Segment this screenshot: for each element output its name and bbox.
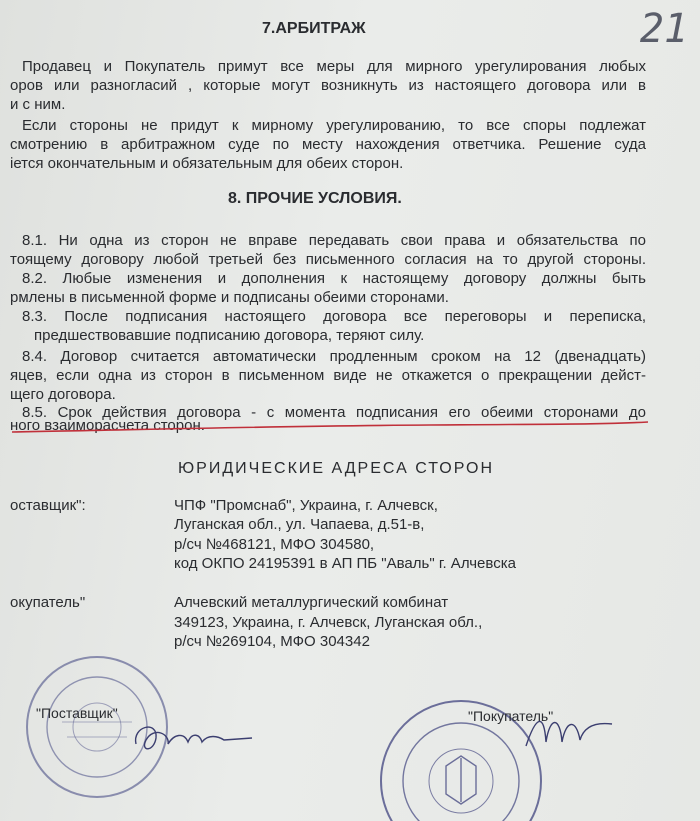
s7-line-4: Если стороны не придут к мирному урегулированию, то все споры подлежат [22, 117, 646, 134]
s7-line-5: смотрению в арбитражном суде по месту нахождения ответчика. Решение суда [10, 136, 646, 153]
buyer-line-2: 349123, Украина, г. Алчевск, Луганская обл., [174, 614, 483, 631]
buyer-line-3: р/сч №269104, МФО 304342 [174, 633, 370, 650]
buyer-signature [520, 706, 620, 756]
supplier-signature-label: "Поставщик" [36, 705, 118, 721]
s8-line-9: щего договора. [10, 386, 116, 403]
s8-line-11: ного взаиморасчета сторон. [10, 417, 205, 434]
buyer-signature-label: "Покупатель" [468, 708, 554, 724]
s8-line-10: 8.5. Срок действия договора - с момента подписания его обеими сторонами до [22, 404, 646, 421]
supplier-label: оставщик": [10, 497, 86, 514]
supplier-line-3: р/сч №468121, МФО 304580, [174, 536, 375, 553]
red-underline-mark [10, 420, 650, 434]
addresses-title: ЮРИДИЧЕСКИЕ АДРЕСА СТОРОН [178, 460, 495, 477]
handwritten-page-number: 21 [639, 6, 688, 52]
s8-line-5: 8.3. После подписания настоящего договора все переговоры и переписка, [22, 308, 646, 325]
s8-line-1: 8.1. Ни одна из сторон не вправе передавать свои права и обязательства по [22, 232, 646, 249]
supplier-line-2: Луганская обл., ул. Чапаева, д.51-в, [174, 516, 425, 533]
supplier-signature [128, 712, 258, 762]
s8-line-8: яцев, если одна из сторон в письменном виде не откажется о прекращении дейст- [10, 367, 646, 384]
s7-line-3: и с ним. [10, 96, 66, 113]
s7-line-2: оров или разногласий , которые могут возникнуть из настоящего договора или в [10, 77, 646, 94]
s8-line-7: 8.4. Договор считается автоматически продленным сроком на 12 (двенадцать) [22, 348, 646, 365]
s7-line-1: Продавец и Покупатель примут все меры для мирного урегулирования любых [22, 58, 646, 75]
s8-line-6: предшествовавшие подписанию договора, теряют силу. [34, 327, 425, 344]
buyer-label: окупатель" [10, 594, 86, 611]
section8-title: 8. ПРОЧИЕ УСЛОВИЯ. [228, 190, 402, 207]
s8-line-2: тоящему договору любой третьей без письменного согласия на то другой стороны. [10, 251, 646, 268]
supplier-line-4: код ОКПО 24195391 в АП ПБ "Аваль" г. Алчевска [174, 555, 516, 572]
s7-line-6: іется окончательным и обязательным для обеих сторон. [10, 155, 404, 172]
s8-line-3: 8.2. Любые изменения и дополнения к настоящему договору должны быть [22, 270, 646, 287]
buyer-line-1: Алчевский металлургический комбинат [174, 594, 449, 611]
section7-title: 7.АРБИТРАЖ [262, 20, 366, 37]
s8-line-4: рмлены в письменной форме и подписаны обеими сторонами. [10, 289, 449, 306]
supplier-line-1: ЧПФ "Промснаб", Украина, г. Алчевск, [174, 497, 438, 514]
